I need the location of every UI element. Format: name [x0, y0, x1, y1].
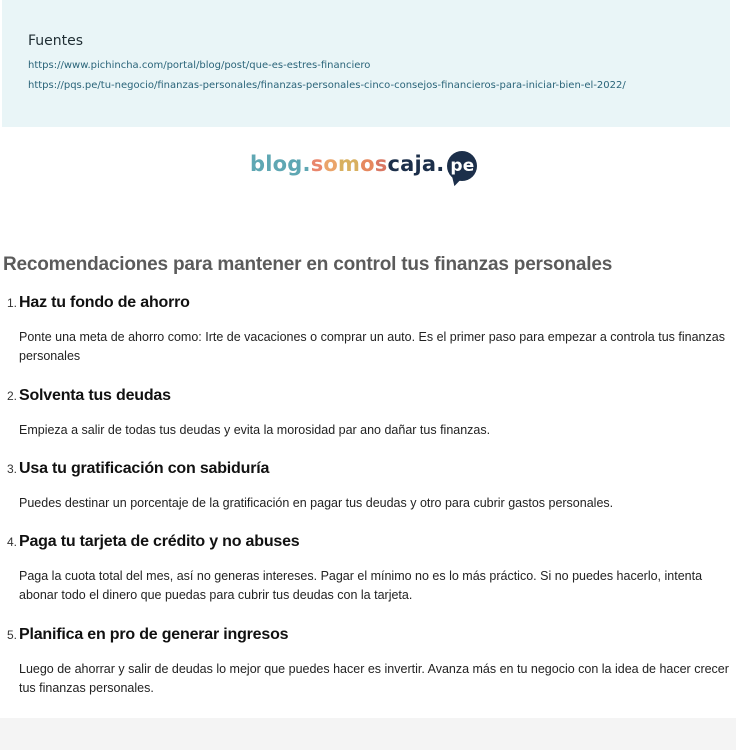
tip-title: Haz tu fondo de ahorro: [19, 294, 190, 311]
tip-number: 1.: [7, 296, 18, 310]
tip-title: Planifica en pro de generar ingresos: [19, 626, 289, 643]
blog-logo: [250, 145, 477, 183]
sources-panel: [2, 0, 730, 127]
tip-body: Luego de ahorrar y salir de deudas lo mejor que puedes hacer es invertir. Avanza más en tu negocio con la idea de hacer crecer tus finanzas personales.: [19, 662, 729, 695]
source-link[interactable]: https://www.pichincha.com/portal/blog/post/que-es-estres-financiero: [28, 60, 371, 71]
tip-number: 2.: [7, 389, 18, 403]
section-heading: Recomendaciones para mantener en control tus finanzas personales: [3, 254, 613, 275]
logo-somos-text: somos: [310, 152, 388, 176]
tip-title: Paga tu tarjeta de crédito y no abuses: [19, 533, 300, 550]
tip-body: Puedes destinar un porcentaje de la gratificación en pagar tus deudas y otro para cubrir gastos personales.: [19, 496, 614, 510]
source-link[interactable]: https://pqs.pe/tu-negocio/finanzas-personales/finanzas-personales-cinco-consejos-financieros-para-iniciar-bien-el-2022/: [28, 80, 626, 91]
tip-body: Ponte una meta de ahorro como: Irte de vacaciones o comprar un auto. Es el primer paso para empezar a controla tus finanzas personales: [19, 330, 725, 363]
tip-number: 3.: [7, 462, 18, 476]
logo-blog-text: blog: [250, 152, 303, 176]
tip-body: Paga la cuota total del mes, así no generas intereses. Pagar el mínimo no es lo más práctico. Si no puedes hacerlo, intenta abonar todo el dinero que puedas para cubrir tus deudas con la tarjeta.: [19, 569, 703, 602]
tip-title: Solventa tus deudas: [19, 387, 171, 404]
logo-caja-text: caja: [387, 152, 437, 176]
logo-pe-bubble-icon: pe: [447, 151, 477, 181]
tip-number: 5.: [7, 628, 18, 642]
footer-band: [0, 718, 736, 750]
tip-number: 4.: [7, 535, 18, 549]
logo-dot-2: .: [436, 152, 445, 176]
tip-title: Usa tu gratificación con sabiduría: [19, 460, 270, 477]
logo-dot: .: [302, 152, 311, 176]
tip-body: Empieza a salir de todas tus deudas y evita la morosidad par ano dañar tus finanzas.: [19, 423, 491, 437]
sources-title: Fuentes: [28, 33, 84, 49]
